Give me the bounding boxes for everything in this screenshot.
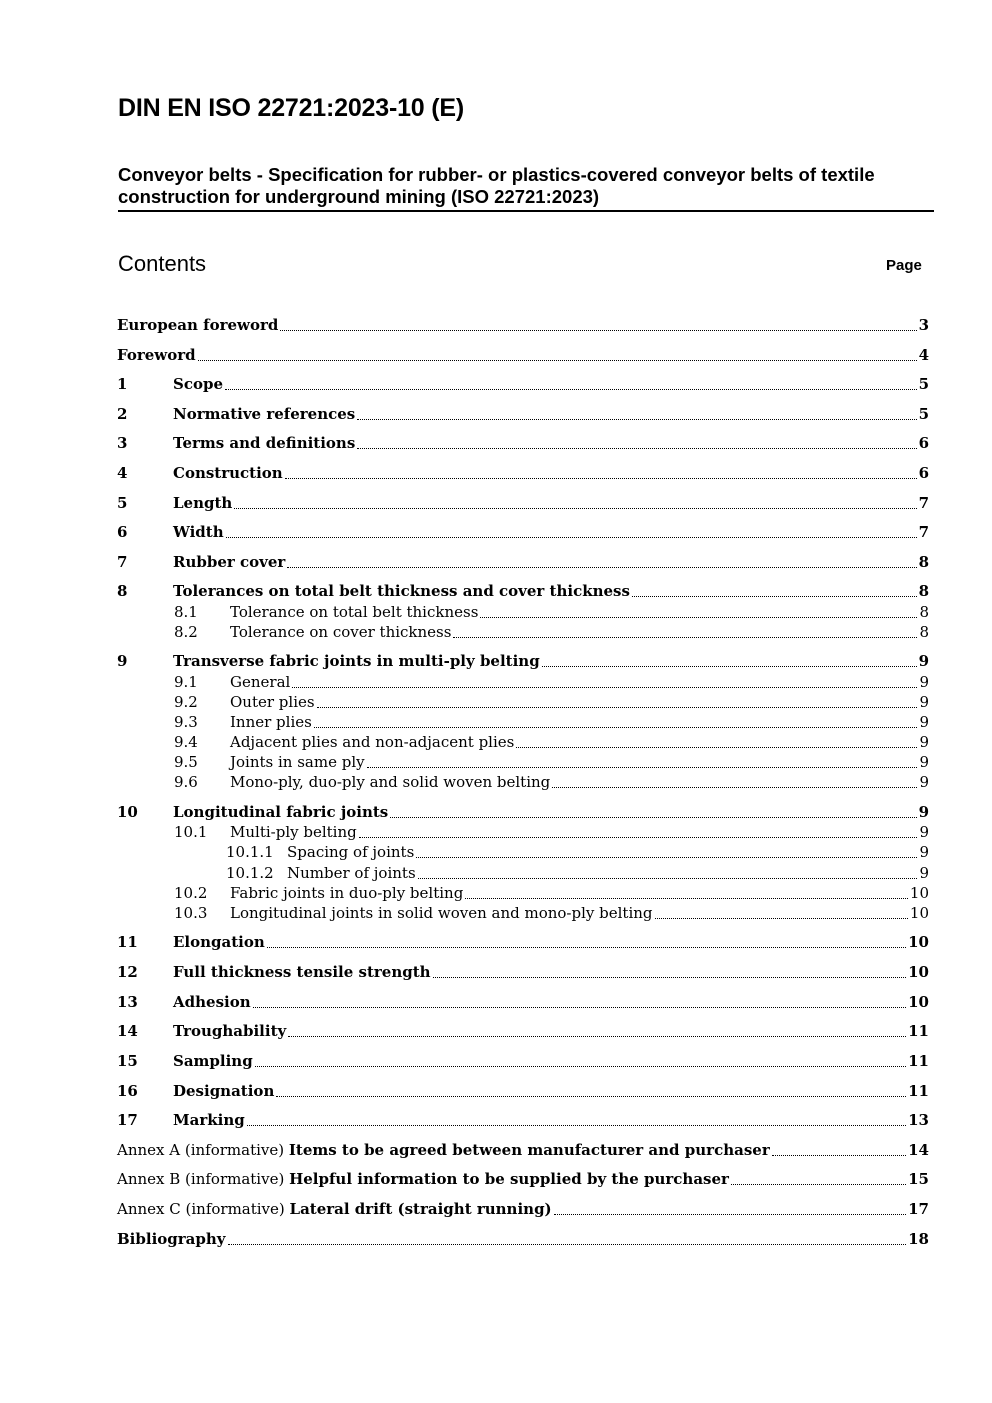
toc-entry-9-5[interactable]	[174, 752, 929, 772]
toc-entry-page: 13	[908, 1111, 929, 1129]
toc-leader-dots	[288, 1035, 906, 1037]
toc-entry-8-1[interactable]	[174, 602, 929, 622]
annex-prefix: Annex B (informative)	[117, 1170, 290, 1188]
toc-entry-tolerances[interactable]	[117, 581, 929, 601]
toc-entry-european-foreword[interactable]	[117, 315, 929, 335]
toc-entry-page: 9	[918, 803, 929, 821]
toc-entry-bibliography[interactable]	[117, 1229, 929, 1249]
toc-leader-dots	[390, 816, 916, 818]
toc-entry-annex-a[interactable]	[117, 1140, 929, 1160]
toc-entry-10-2[interactable]	[174, 883, 929, 903]
toc-entry-annex-b[interactable]	[117, 1169, 929, 1189]
toc-entry-terms-and-definitions[interactable]	[117, 433, 929, 453]
toc-entry-10-1[interactable]	[174, 822, 929, 842]
toc-entry-title	[117, 1140, 770, 1160]
toc-entry-construction[interactable]	[117, 463, 929, 483]
toc-leader-dots	[247, 1124, 906, 1126]
toc-entry-page: 8	[919, 623, 929, 641]
toc-entry-width[interactable]	[117, 522, 929, 542]
toc-entry-number: 8.2	[174, 623, 198, 641]
toc-entry-number: 6	[117, 523, 128, 541]
toc-entry-page: 8	[918, 553, 929, 571]
toc-leader-dots	[552, 786, 917, 788]
toc-leader-dots	[285, 477, 917, 479]
toc-leader-dots	[731, 1183, 906, 1185]
toc-entry-page: 9	[919, 773, 929, 791]
contents-heading: Contents	[118, 251, 207, 276]
toc-entry-title: Bibliography	[117, 1230, 226, 1248]
toc-entry-rubber-cover[interactable]	[117, 552, 929, 572]
toc-entry-title: Spacing of joints	[287, 843, 415, 861]
toc-entry-title: Transverse fabric joints in multi-ply belting	[173, 652, 540, 670]
toc-entry-number: 12	[117, 963, 138, 981]
annex-title: Helpful information to be supplied by the purchaser	[289, 1170, 729, 1188]
toc-entry-number: 2	[117, 405, 128, 423]
toc-entry-title: General	[230, 673, 291, 691]
toc-entry-page: 9	[919, 693, 929, 711]
toc-entry-page: 10	[908, 993, 929, 1011]
toc-entry-number: 10.1.1	[226, 843, 274, 861]
toc-entry-number: 9	[117, 652, 128, 670]
toc-entry-title: Marking	[173, 1111, 245, 1129]
toc-entry-number: 10.1.2	[226, 864, 274, 882]
toc-entry-page: 17	[908, 1200, 929, 1218]
toc-entry-title: Fabric joints in duo-ply belting	[230, 884, 464, 902]
toc-entry-page: 18	[908, 1230, 929, 1248]
toc-entry-scope[interactable]	[117, 374, 929, 394]
toc-entry-page: 15	[908, 1170, 929, 1188]
toc-entry-number: 14	[117, 1022, 138, 1040]
toc-entry-page: 9	[919, 673, 929, 691]
toc-entry-10-1-1[interactable]	[226, 842, 929, 862]
toc-leader-dots	[314, 726, 918, 728]
toc-entry-page: 11	[908, 1082, 929, 1100]
toc-entry-title: Adjacent plies and non-adjacent plies	[230, 733, 515, 751]
toc-entry-page: 5	[918, 405, 929, 423]
toc-entry-title: Tolerances on total belt thickness and cover thickness	[173, 582, 630, 600]
toc-leader-dots	[655, 917, 908, 919]
toc-entry-page: 6	[918, 434, 929, 452]
toc-entry-title: Designation	[173, 1082, 275, 1100]
toc-entry-page: 7	[918, 494, 929, 512]
toc-entry-page: 10	[908, 963, 929, 981]
toc-leader-dots	[542, 665, 917, 667]
toc-entry-title: Inner plies	[230, 713, 312, 731]
toc-entry-marking[interactable]	[117, 1110, 929, 1130]
toc-entry-number: 15	[117, 1052, 138, 1070]
toc-entry-longitudinal-fabric-joints[interactable]	[117, 802, 929, 822]
toc-entry-number: 10	[117, 803, 138, 821]
toc-entry-adhesion[interactable]	[117, 992, 929, 1012]
toc-leader-dots	[226, 536, 917, 538]
toc-entry-length[interactable]	[117, 493, 929, 513]
toc-leader-dots	[418, 877, 918, 879]
toc-entry-title: Foreword	[117, 346, 196, 364]
toc-leader-dots	[280, 329, 916, 331]
toc-leader-dots	[253, 1006, 906, 1008]
toc-entry-title: Elongation	[173, 933, 265, 951]
toc-leader-dots	[359, 836, 918, 838]
toc-entry-title: Multi-ply belting	[230, 823, 357, 841]
toc-entry-number: 17	[117, 1111, 138, 1129]
toc-leader-dots	[465, 897, 908, 899]
toc-entry-page: 7	[918, 523, 929, 541]
toc-entry-number: 9.3	[174, 713, 198, 731]
toc-entry-9-3[interactable]	[174, 712, 929, 732]
toc-entry-page: 8	[918, 582, 929, 600]
toc-entry-number: 10.3	[174, 904, 208, 922]
toc-entry-title: Construction	[173, 464, 283, 482]
toc-entry-number: 10.1	[174, 823, 208, 841]
toc-entry-number: 3	[117, 434, 128, 452]
toc-entry-elongation[interactable]	[117, 932, 929, 952]
toc-leader-dots	[225, 388, 917, 390]
toc-entry-page: 9	[919, 753, 929, 771]
toc-entry-title: Sampling	[173, 1052, 253, 1070]
toc-entry-page: 10	[909, 904, 929, 922]
document-number: DIN EN ISO 22721:2023-10 (E)	[118, 94, 464, 122]
toc-entry-number: 10.2	[174, 884, 208, 902]
toc-entry-page: 10	[909, 884, 929, 902]
toc-entry-title: Longitudinal joints in solid woven and mono-ply belting	[230, 904, 653, 922]
toc-leader-dots	[367, 766, 918, 768]
toc-leader-dots	[228, 1243, 907, 1245]
page-column-heading: Page	[886, 257, 922, 274]
toc-leader-dots	[255, 1065, 906, 1067]
toc-entry-title: Tolerance on total belt thickness	[230, 603, 479, 621]
toc-entry-page: 9	[919, 864, 929, 882]
toc-entry-number: 13	[117, 993, 138, 1011]
toc-entry-10-1-2[interactable]	[226, 863, 929, 883]
toc-leader-dots	[772, 1154, 906, 1156]
annex-prefix: Annex A (informative)	[117, 1141, 289, 1159]
toc-leader-dots	[198, 359, 917, 361]
toc-entry-sampling[interactable]	[117, 1051, 929, 1071]
toc-entry-page: 11	[908, 1022, 929, 1040]
toc-entry-transverse-fabric-joints[interactable]	[117, 651, 929, 671]
document-title: Conveyor belts - Specification for rubber- or plastics-covered conveyor belts of textile construction for underground mining (ISO 22721:2023)	[118, 164, 934, 212]
annex-title: Lateral drift (straight running)	[289, 1200, 552, 1218]
toc-entry-title: Terms and definitions	[173, 434, 356, 452]
toc-entry-page: 4	[918, 346, 929, 364]
toc-leader-dots	[357, 447, 916, 449]
toc-entry-page: 9	[919, 843, 929, 861]
toc-entry-page: 5	[918, 375, 929, 393]
toc-entry-title: European foreword	[117, 316, 279, 334]
toc-entry-title: Number of joints	[287, 864, 416, 882]
toc-entry-title: Normative references	[173, 405, 356, 423]
toc-entry-title: Mono-ply, duo-ply and solid woven belting	[230, 773, 551, 791]
annex-title: Items to be agreed between manufacturer and purchaser	[288, 1141, 770, 1159]
toc-entry-number: 9.4	[174, 733, 198, 751]
toc-entry-title: Longitudinal fabric joints	[173, 803, 389, 821]
toc-entry-title: Scope	[173, 375, 224, 393]
toc-leader-dots	[516, 746, 917, 748]
toc-leader-dots	[276, 1095, 906, 1097]
toc-leader-dots	[480, 616, 917, 618]
toc-entry-number: 4	[117, 464, 128, 482]
toc-entry-troughability[interactable]	[117, 1021, 929, 1041]
toc-leader-dots	[234, 507, 916, 509]
toc-leader-dots	[632, 595, 917, 597]
toc-entry-title: Tolerance on cover thickness	[230, 623, 452, 641]
toc-entry-title	[117, 1169, 729, 1189]
toc-leader-dots	[433, 976, 907, 978]
toc-entry-number: 9.6	[174, 773, 198, 791]
toc-leader-dots	[267, 946, 906, 948]
toc-entry-page: 9	[919, 733, 929, 751]
toc-leader-dots	[416, 856, 917, 858]
toc-leader-dots	[317, 706, 918, 708]
toc-entry-title: Adhesion	[173, 993, 251, 1011]
toc-entry-title: Troughability	[173, 1022, 287, 1040]
toc-entry-9-1[interactable]	[174, 672, 929, 692]
toc-entry-page: 9	[919, 823, 929, 841]
toc-entry-title: Rubber cover	[173, 553, 286, 571]
toc-entry-number: 9.5	[174, 753, 198, 771]
toc-entry-page: 9	[918, 652, 929, 670]
toc-entry-number: 9.1	[174, 673, 198, 691]
toc-leader-dots	[292, 686, 917, 688]
toc-entry-number: 9.2	[174, 693, 198, 711]
toc-entry-page: 3	[918, 316, 929, 334]
toc-entry-title: Full thickness tensile strength	[173, 963, 431, 981]
toc-entry-page: 8	[919, 603, 929, 621]
toc-entry-page: 9	[919, 713, 929, 731]
toc-entry-8-2[interactable]	[174, 622, 929, 642]
toc-entry-9-4[interactable]	[174, 732, 929, 752]
toc-entry-designation[interactable]	[117, 1081, 929, 1101]
toc-entry-full-thickness-tensile-strength[interactable]	[117, 962, 929, 982]
toc-entry-9-6[interactable]	[174, 772, 929, 792]
toc-leader-dots	[287, 566, 916, 568]
toc-leader-dots	[453, 636, 917, 638]
toc-entry-page: 6	[918, 464, 929, 482]
toc-entry-foreword[interactable]	[117, 345, 929, 365]
toc-entry-normative-references[interactable]	[117, 404, 929, 424]
toc-entry-title: Length	[173, 494, 233, 512]
toc-entry-title: Width	[173, 523, 224, 541]
toc-entry-title	[117, 1199, 552, 1219]
toc-entry-page: 14	[908, 1141, 929, 1159]
toc-entry-title: Joints in same ply	[230, 753, 365, 771]
toc-entry-number: 5	[117, 494, 128, 512]
toc-entry-number: 7	[117, 553, 128, 571]
toc-entry-page: 11	[908, 1052, 929, 1070]
toc-leader-dots	[357, 418, 916, 420]
toc-entry-page: 10	[908, 933, 929, 951]
toc-entry-number: 11	[117, 933, 138, 951]
toc-entry-number: 1	[117, 375, 128, 393]
annex-prefix: Annex C (informative)	[117, 1200, 290, 1218]
toc-entry-number: 8.1	[174, 603, 198, 621]
toc-leader-dots	[554, 1213, 906, 1215]
toc-entry-annex-c[interactable]	[117, 1199, 929, 1219]
toc-entry-10-3[interactable]	[174, 903, 929, 923]
toc-entry-number: 8	[117, 582, 128, 600]
toc-entry-9-2[interactable]	[174, 692, 929, 712]
toc-entry-title: Outer plies	[230, 693, 315, 711]
toc-entry-number: 16	[117, 1082, 138, 1100]
